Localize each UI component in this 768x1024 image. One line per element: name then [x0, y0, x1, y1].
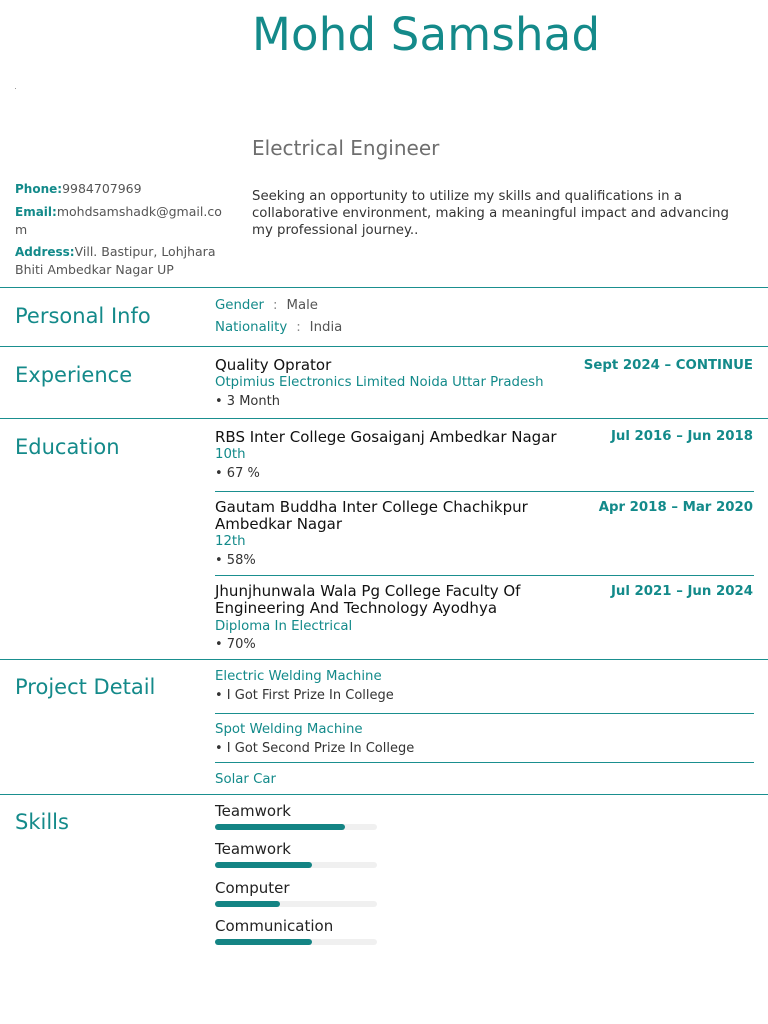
contact-address: [15, 243, 225, 278]
email-value[interactable]: mohdsamshadk@gmail.com: [15, 204, 222, 237]
skill-bar-fill: [215, 862, 312, 868]
skill-name: Computer: [215, 879, 290, 897]
project-detail: • I Got Second Prize In College: [215, 741, 415, 756]
skill-bar-fill: [215, 939, 312, 945]
project-name: Solar Car: [215, 772, 277, 787]
job-role: Electrical Engineer: [252, 136, 440, 160]
nationality-label: Nationality: [215, 320, 288, 335]
skill-bar-track: [215, 901, 377, 907]
entry-divider: [215, 575, 754, 576]
education-dates: Jul 2021 – Jun 2024: [610, 584, 753, 599]
contact-email: [15, 203, 225, 238]
entry-divider: [215, 713, 754, 714]
entry-divider: [215, 491, 754, 492]
education-school: Gautam Buddha Inter College Chachikpur Ambedkar Nagar: [215, 498, 528, 533]
education-score: • 58%: [215, 553, 256, 568]
gender-value: Male: [286, 298, 318, 313]
section-title-personal: Personal Info: [15, 304, 151, 328]
project-name: Spot Welding Machine: [215, 722, 363, 737]
education-school: RBS Inter College Gosaiganj Ambedkar Nagar: [215, 428, 557, 446]
nationality-value: India: [309, 320, 343, 335]
career-summary: Seeking an opportunity to utilize my skills and qualifications in a collaborative environment, making a meaningful impact and advancing my professional journey..: [252, 189, 729, 238]
skill-bar-fill: [215, 824, 345, 830]
address-value: Vill. Bastipur, Lohjhara Bhiti Ambedkar Nagar UP: [15, 244, 216, 277]
education-level: 10th: [215, 447, 246, 462]
email-label: Email:: [15, 205, 57, 219]
education-level: Diploma In Electrical: [215, 619, 353, 634]
section-title-projects: Project Detail: [15, 675, 156, 699]
section-divider: [0, 659, 768, 660]
address-label: Address:: [15, 245, 75, 259]
education-score: • 67 %: [215, 466, 260, 481]
experience-title: Quality Oprator: [215, 356, 332, 374]
gender-label: Gender: [215, 298, 264, 313]
education-school: Jhunjhunwala Wala Pg College Faculty Of Engineering And Technology Ayodhya: [215, 582, 521, 617]
section-divider: [0, 794, 768, 795]
skill-name: Teamwork: [215, 840, 291, 858]
kv-separator: :: [296, 320, 301, 335]
project-detail: • I Got First Prize In College: [215, 688, 394, 703]
phone-label: Phone:: [15, 182, 63, 196]
kv-separator: :: [273, 298, 278, 313]
education-score: • 70%: [215, 637, 256, 652]
section-divider: [0, 287, 768, 288]
skill-bar-track: [215, 862, 377, 868]
project-name: Electric Welding Machine: [215, 669, 382, 684]
skill-bar-track: [215, 824, 377, 830]
education-dates: Jul 2016 – Jun 2018: [610, 429, 753, 444]
experience-dates: Sept 2024 – CONTINUE: [583, 358, 753, 373]
entry-divider: [215, 762, 754, 763]
phone-value[interactable]: 9984707969: [62, 181, 142, 196]
skill-name: Communication: [215, 917, 334, 935]
section-title-skills: Skills: [15, 810, 69, 834]
section-title-education: Education: [15, 435, 120, 459]
section-title-experience: Experience: [15, 363, 133, 387]
education-level: 12th: [215, 534, 246, 549]
candidate-name: Mohd Samshad: [252, 8, 601, 61]
experience-company: Otpimius Electronics Limited Noida Uttar Pradesh: [215, 375, 544, 390]
section-divider: [0, 418, 768, 419]
skill-name: Teamwork: [215, 802, 291, 820]
decorative-dot: [15, 88, 16, 89]
education-dates: Apr 2018 – Mar 2020: [598, 500, 753, 515]
skill-bar-fill: [215, 901, 280, 907]
section-divider: [0, 346, 768, 347]
experience-detail: • 3 Month: [215, 394, 280, 409]
contact-phone: [15, 180, 225, 198]
skill-bar-track: [215, 939, 377, 945]
contact-block: [15, 180, 225, 283]
nationality-row: [215, 320, 342, 335]
gender-row: [215, 298, 318, 313]
